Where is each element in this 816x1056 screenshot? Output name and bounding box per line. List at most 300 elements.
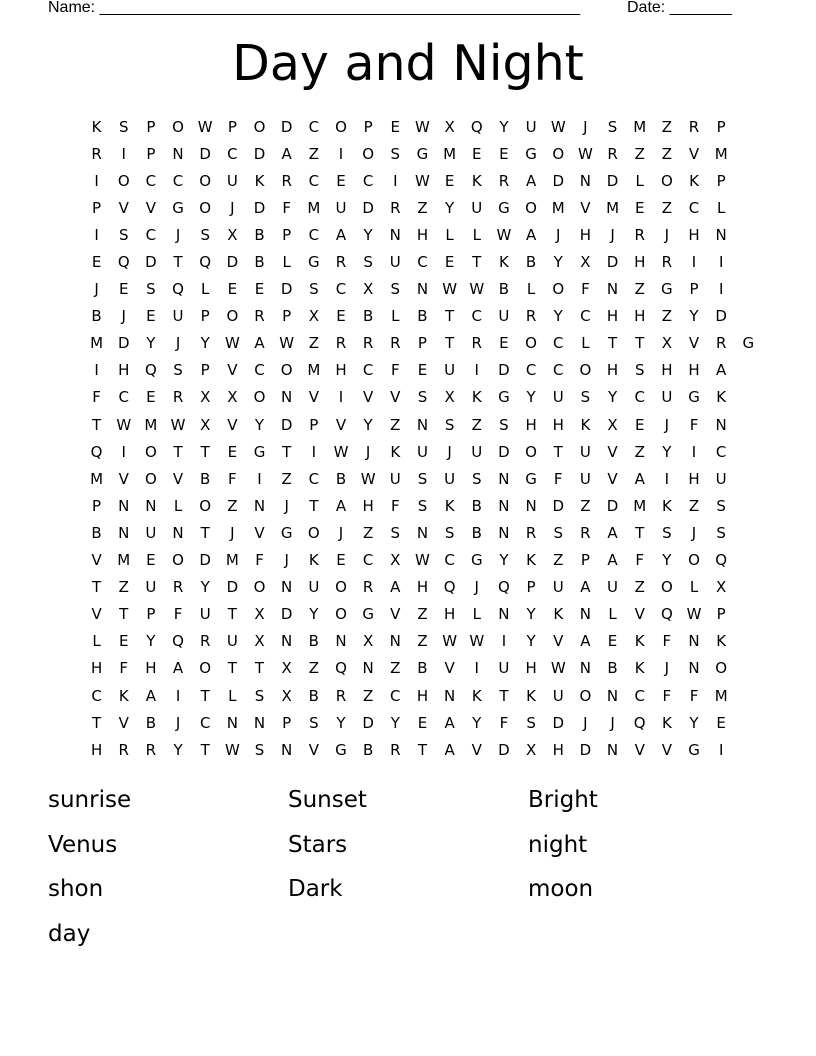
grid-letter: J (691, 523, 697, 542)
grid-letter: O (335, 605, 347, 624)
grid-letter: U (172, 307, 184, 326)
grid-letter: M (443, 144, 457, 163)
grid-letter: A (607, 523, 618, 542)
grid-letter: V (607, 469, 618, 488)
grid-letter: C (634, 388, 645, 407)
grid-letter: H (579, 225, 592, 244)
grid-letter: X (661, 334, 672, 353)
grid-letter: C (525, 361, 537, 380)
grid-letter: J (175, 713, 181, 732)
grid-letter: D (280, 117, 293, 136)
date-field: Date: _______ (627, 0, 732, 16)
grid-letter: K (661, 713, 672, 732)
grid-letter: Z (281, 469, 292, 488)
grid-letter: G (498, 388, 510, 407)
header-row (48, 0, 748, 20)
grid-letter: H (688, 361, 700, 380)
grid-letter: T (91, 415, 102, 434)
grid-letter: E (634, 415, 645, 434)
grid-letter: Y (200, 578, 210, 597)
grid-letter: G (470, 551, 483, 570)
word-list-item: Bright (528, 787, 598, 814)
grid-letter: O (253, 578, 266, 597)
grid-letter: O (552, 144, 565, 163)
grid-letter: I (664, 469, 670, 488)
grid-letter: Y (254, 415, 265, 434)
grid-letter: B (417, 659, 428, 678)
grid-letter: R (525, 307, 537, 326)
grid-letter: O (226, 307, 239, 326)
grid-letter: Y (390, 713, 400, 732)
grid-letter: A (444, 740, 455, 759)
grid-letter: P (92, 198, 102, 217)
letter-grid (83, 113, 755, 763)
grid-letter: P (716, 171, 726, 190)
grid-letter: N (525, 496, 537, 515)
grid-letter: P (227, 117, 237, 136)
grid-letter: I (121, 442, 126, 461)
grid-letter: C (634, 686, 645, 705)
grid-row (83, 411, 735, 438)
grid-letter: N (118, 523, 130, 542)
grid-letter: O (579, 361, 592, 380)
grid-letter: T (200, 686, 210, 705)
grid-letter: E (146, 307, 156, 326)
grid-letter: Y (526, 388, 536, 407)
grid-letter: I (718, 280, 724, 299)
grid-letter: E (417, 361, 428, 380)
grid-letter: I (474, 361, 479, 380)
grid-letter: P (200, 361, 210, 380)
grid-letter: P (146, 605, 156, 624)
grid-letter: Z (634, 578, 645, 597)
grid-letter: S (118, 117, 129, 136)
grid-letter: F (499, 713, 509, 732)
grid-letter: E (336, 171, 346, 190)
grid-letter: H (416, 686, 429, 705)
grid-row (83, 709, 735, 736)
grid-letter: R (335, 334, 347, 353)
grid-letter: Q (715, 551, 728, 570)
grid-letter: B (498, 280, 510, 299)
grid-letter: V (634, 740, 645, 759)
grid-letter: I (121, 144, 126, 163)
grid-letter: H (634, 307, 646, 326)
grid-letter: Z (390, 659, 401, 678)
grid-letter: N (416, 280, 429, 299)
grid-letter: B (308, 632, 319, 651)
grid-row (83, 682, 735, 709)
grid-letter: R (281, 171, 292, 190)
grid-row (83, 465, 735, 492)
word-list-item: night (528, 831, 588, 858)
grid-letter: W (224, 334, 240, 353)
grid-letter: H (606, 307, 619, 326)
word-list-item: Dark (288, 876, 343, 903)
grid-letter: Z (634, 442, 645, 461)
grid-letter: S (716, 496, 726, 515)
grid-letter: C (308, 469, 320, 488)
grid-letter: J (664, 225, 670, 244)
grid-letter: R (715, 334, 727, 353)
grid-letter: U (579, 469, 591, 488)
grid-letter: A (525, 171, 537, 190)
grid-letter: U (145, 578, 157, 597)
grid-letter: K (308, 551, 319, 570)
grid-letter: U (199, 605, 211, 624)
grid-letter: S (363, 253, 373, 272)
grid-letter: J (556, 225, 561, 244)
grid-letter: O (144, 469, 157, 488)
grid-letter: O (525, 442, 537, 461)
grid-letter: S (390, 144, 401, 163)
grid-letter: S (390, 523, 401, 542)
grid-letter: Q (498, 578, 510, 597)
grid-letter: Z (661, 198, 672, 217)
grid-letter: J (94, 280, 99, 299)
grid-row (83, 330, 755, 357)
grid-letter: X (716, 578, 727, 597)
grid-letter: F (119, 659, 129, 678)
grid-letter: I (338, 388, 344, 407)
grid-letter: I (311, 442, 317, 461)
grid-letter: D (280, 605, 293, 624)
grid-letter: N (281, 578, 293, 597)
grid-letter: H (118, 361, 130, 380)
grid-letter: Z (308, 144, 319, 163)
grid-letter: D (498, 361, 510, 380)
grid-letter: E (472, 144, 482, 163)
grid-letter: S (146, 280, 156, 299)
grid-letter: E (336, 551, 346, 570)
grid-letter: D (498, 442, 510, 461)
grid-letter: K (91, 117, 102, 136)
grid-letter: T (282, 442, 292, 461)
grid-letter: E (118, 280, 129, 299)
grid-letter: W (415, 551, 430, 570)
grid-letter: Z (580, 496, 591, 515)
grid-letter: Q (90, 442, 103, 461)
grid-letter: R (91, 144, 102, 163)
grid-letter: G (416, 144, 429, 163)
grid-letter: L (173, 496, 183, 515)
grid-letter: H (634, 253, 646, 272)
grid-letter: K (444, 496, 455, 515)
grid-letter: J (338, 523, 344, 542)
grid-letter: L (635, 171, 644, 190)
grid-letter: R (254, 307, 265, 326)
grid-letter: W (415, 117, 430, 136)
grid-letter: V (308, 388, 319, 407)
grid-letter: C (254, 361, 265, 380)
grid-letter: B (471, 496, 482, 515)
grid-letter: S (662, 523, 672, 542)
grid-letter: D (117, 334, 130, 353)
grid-letter: F (282, 198, 291, 217)
grid-letter: R (634, 225, 645, 244)
grid-letter: Q (117, 253, 130, 272)
grid-letter: V (471, 740, 482, 759)
grid-row (83, 113, 735, 140)
grid-letter: B (145, 713, 157, 732)
grid-letter: Q (172, 280, 184, 299)
grid-letter: V (227, 361, 238, 380)
grid-letter: D (145, 253, 157, 272)
grid-letter: E (607, 632, 618, 651)
grid-letter: X (281, 659, 292, 678)
grid-letter: S (417, 388, 428, 407)
grid-letter: W (442, 280, 458, 299)
grid-letter: B (254, 253, 265, 272)
grid-letter: T (200, 740, 210, 759)
grid-letter: A (607, 551, 618, 570)
grid-letter: O (199, 198, 212, 217)
word-list-item: sunrise (48, 787, 132, 814)
grid-letter: N (579, 605, 591, 624)
grid-letter: B (525, 253, 537, 272)
word-list-item: Stars (288, 831, 348, 858)
grid-letter: H (606, 361, 619, 380)
grid-letter: G (688, 740, 700, 759)
grid-letter: X (363, 632, 374, 651)
grid-row (83, 628, 735, 655)
grid-letter: N (335, 632, 347, 651)
grid-letter: I (691, 442, 697, 461)
grid-letter: Y (146, 334, 156, 353)
grid-letter: C (308, 117, 320, 136)
grid-letter: Z (390, 415, 401, 434)
grid-letter: T (200, 523, 210, 542)
grid-letter: C (362, 551, 374, 570)
grid-letter: O (579, 686, 592, 705)
grid-letter: K (118, 686, 129, 705)
grid-letter: E (499, 334, 509, 353)
grid-letter: Q (199, 253, 212, 272)
grid-letter: J (175, 225, 181, 244)
grid-letter: E (118, 632, 129, 651)
grid-letter: K (254, 171, 265, 190)
grid-letter: J (474, 578, 479, 597)
grid-letter: Y (526, 632, 536, 651)
grid-letter: H (688, 225, 700, 244)
word-list-item: day (48, 920, 91, 947)
grid-letter: P (363, 117, 373, 136)
grid-letter: P (580, 551, 590, 570)
grid-letter: C (145, 225, 157, 244)
grid-letter: A (172, 659, 184, 678)
grid-letter: K (580, 415, 591, 434)
grid-letter: S (173, 361, 183, 380)
grid-letter: B (91, 307, 102, 326)
grid-letter: I (94, 171, 99, 190)
grid-letter: R (335, 686, 347, 705)
grid-letter: Y (607, 388, 618, 407)
grid-letter: U (444, 361, 456, 380)
grid-letter: W (550, 117, 566, 136)
grid-letter: C (390, 686, 401, 705)
grid-letter: J (610, 713, 615, 732)
grid-letter: F (173, 605, 183, 624)
grid-letter: R (118, 740, 129, 759)
grid-letter: U (661, 388, 673, 407)
grid-letter: O (172, 117, 184, 136)
grid-letter: G (742, 334, 755, 353)
grid-letter: S (390, 280, 401, 299)
grid-letter: R (362, 334, 374, 353)
grid-letter: N (281, 740, 293, 759)
grid-letter: V (634, 605, 645, 624)
grid-letter: T (173, 442, 183, 461)
grid-letter: Q (633, 713, 646, 732)
grid-letter: Z (227, 496, 238, 515)
grid-letter: A (580, 632, 591, 651)
grid-letter: T (91, 578, 102, 597)
grid-letter: A (525, 225, 537, 244)
grid-letter: G (362, 605, 374, 624)
grid-letter: P (417, 334, 427, 353)
grid-letter: Y (662, 442, 672, 461)
grid-letter: F (228, 469, 237, 488)
grid-letter: O (199, 171, 212, 190)
grid-letter: U (552, 578, 564, 597)
grid-letter: B (362, 740, 374, 759)
grid-letter: F (635, 551, 645, 570)
grid-letter: O (307, 523, 320, 542)
grid-letter: K (634, 659, 645, 678)
grid-letter: A (145, 686, 157, 705)
grid-letter: N (253, 713, 266, 732)
grid-letter: N (145, 496, 157, 515)
grid-letter: N (281, 388, 293, 407)
grid-letter: D (199, 551, 211, 570)
grid-letter: L (581, 334, 590, 353)
grid-letter: Y (336, 713, 346, 732)
grid-letter: D (715, 307, 727, 326)
name-field: Name: ______________________________________________________ (48, 0, 581, 16)
grid-letter: X (254, 632, 265, 651)
grid-letter: S (716, 523, 726, 542)
word-row (48, 867, 768, 912)
grid-row (83, 303, 735, 330)
word-list-item: Sunset (288, 787, 367, 814)
grid-letter: C (580, 307, 591, 326)
grid-letter: P (146, 144, 156, 163)
grid-letter: W (550, 659, 566, 678)
grid-letter: E (444, 171, 455, 190)
grid-letter: D (226, 253, 239, 272)
grid-letter: B (471, 523, 482, 542)
grid-letter: K (716, 388, 727, 407)
grid-letter: O (280, 361, 293, 380)
grid-letter: N (606, 740, 619, 759)
grid-letter: N (443, 686, 456, 705)
grid-letter: S (309, 713, 319, 732)
grid-letter: D (253, 198, 266, 217)
grid-letter: C (227, 144, 238, 163)
grid-letter: C (552, 361, 564, 380)
grid-letter: J (230, 198, 235, 217)
grid-letter: V (145, 198, 157, 217)
grid-letter: U (416, 442, 428, 461)
grid-letter: C (444, 551, 455, 570)
grid-letter: M (225, 551, 239, 570)
grid-letter: N (389, 225, 401, 244)
grid-letter: D (552, 171, 565, 190)
grid-letter: P (282, 713, 292, 732)
grid-letter: K (661, 496, 672, 515)
grid-letter: T (417, 740, 428, 759)
grid-letter: R (172, 388, 184, 407)
grid-letter: K (634, 632, 645, 651)
grid-letter: T (499, 686, 509, 705)
grid-letter: V (308, 740, 319, 759)
grid-letter: Q (660, 605, 673, 624)
grid-letter: P (716, 605, 726, 624)
grid-letter: U (389, 469, 401, 488)
grid-row (83, 519, 735, 546)
grid-letter: S (553, 523, 563, 542)
grid-letter: Z (661, 144, 672, 163)
grid-letter: O (715, 659, 728, 678)
grid-letter: V (607, 442, 618, 461)
grid-letter: L (391, 307, 400, 326)
grid-letter: X (525, 740, 537, 759)
grid-letter: E (634, 198, 645, 217)
grid-letter: M (551, 198, 565, 217)
grid-letter: C (715, 442, 727, 461)
grid-letter: B (362, 307, 374, 326)
grid-letter: V (172, 469, 184, 488)
grid-letter: F (689, 415, 699, 434)
grid-letter: V (118, 469, 129, 488)
grid-letter: Y (146, 632, 156, 651)
grid-letter: X (308, 307, 319, 326)
grid-letter: H (688, 469, 700, 488)
grid-letter: U (498, 659, 510, 678)
grid-letter: D (253, 144, 266, 163)
grid-letter: Q (470, 117, 483, 136)
grid-letter: U (715, 469, 727, 488)
grid-letter: L (472, 225, 481, 244)
grid-letter: X (580, 253, 591, 272)
grid-letter: E (227, 442, 238, 461)
grid-letter: R (471, 334, 482, 353)
grid-letter: Q (172, 632, 184, 651)
grid-letter: I (501, 632, 507, 651)
grid-letter: M (144, 415, 158, 434)
grid-row (83, 547, 735, 574)
grid-letter: B (417, 307, 428, 326)
grid-letter: A (444, 713, 455, 732)
grid-letter: V (91, 605, 102, 624)
grid-letter: Y (472, 713, 482, 732)
grid-letter: C (335, 280, 347, 299)
grid-letter: X (200, 388, 211, 407)
grid-letter: Y (499, 551, 509, 570)
word-row (48, 912, 768, 957)
grid-letter: N (172, 144, 184, 163)
grid-letter: V (580, 198, 591, 217)
grid-letter: N (118, 496, 130, 515)
grid-letter: D (579, 740, 592, 759)
grid-letter: F (581, 280, 590, 299)
grid-letter: K (526, 686, 536, 705)
grid-letter: E (444, 253, 455, 272)
grid-row (83, 167, 735, 194)
grid-letter: T (91, 713, 102, 732)
grid-letter: E (336, 307, 346, 326)
grid-letter: C (199, 713, 211, 732)
